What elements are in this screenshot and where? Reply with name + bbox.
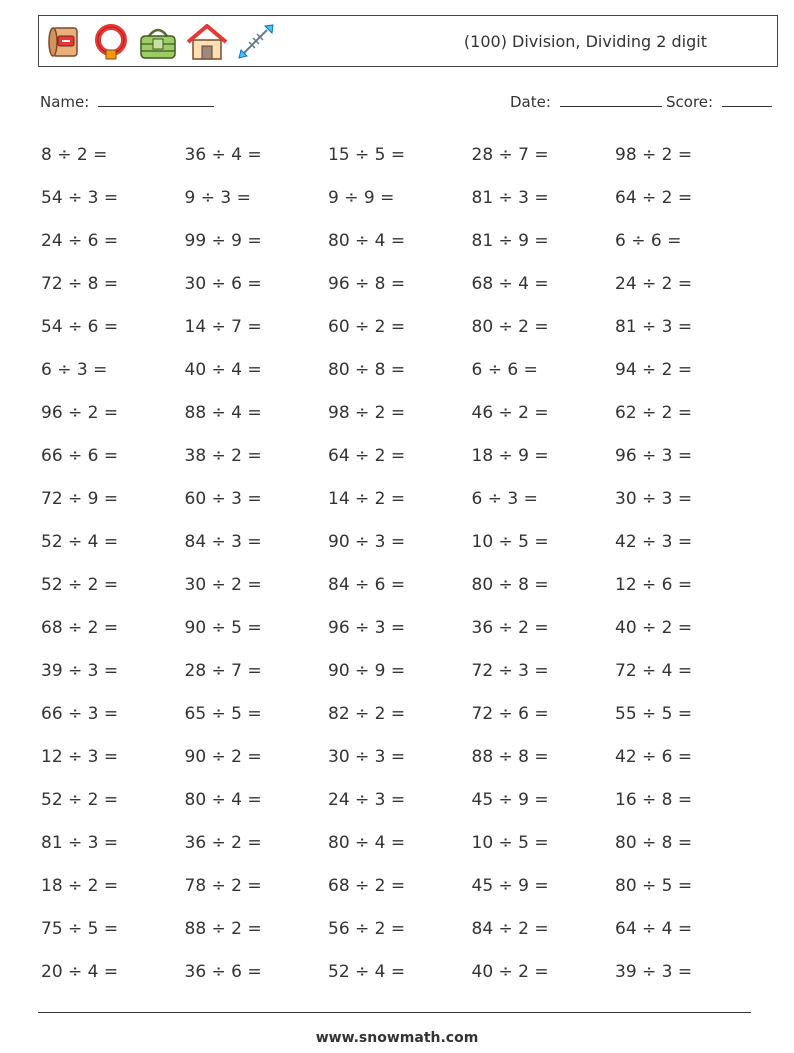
- problem-item: 54 ÷ 3 =: [41, 187, 119, 208]
- problem-item: 52 ÷ 4 =: [41, 531, 119, 552]
- problem-item: 36 ÷ 6 =: [184, 961, 262, 982]
- problem-item: 24 ÷ 3 =: [328, 789, 406, 810]
- problem-item: 42 ÷ 6 =: [615, 746, 693, 767]
- problem-item: 40 ÷ 4 =: [184, 359, 262, 380]
- problem-item: 15 ÷ 5 =: [328, 144, 406, 165]
- problem-item: 81 ÷ 3 =: [41, 832, 119, 853]
- problem-item: 72 ÷ 4 =: [615, 660, 693, 681]
- problem-row: [41, 348, 761, 391]
- problem-item: 84 ÷ 2 =: [471, 918, 549, 939]
- problem-row: [41, 219, 761, 262]
- problem-item: 68 ÷ 2 =: [41, 617, 119, 638]
- problem-item: 8 ÷ 2 =: [41, 144, 108, 165]
- score-blank[interactable]: [722, 92, 772, 107]
- problem-item: 12 ÷ 3 =: [41, 746, 119, 767]
- problem-item: 88 ÷ 2 =: [184, 918, 262, 939]
- score-field: [666, 92, 772, 111]
- problem-item: 52 ÷ 2 =: [41, 574, 119, 595]
- problem-item: 18 ÷ 2 =: [41, 875, 119, 896]
- problem-item: 60 ÷ 2 =: [328, 316, 406, 337]
- problem-row: [41, 821, 761, 864]
- problem-row: [41, 434, 761, 477]
- worksheet-title: (100) Division, Dividing 2 digit: [463, 32, 707, 51]
- problem-item: 6 ÷ 6 =: [471, 359, 538, 380]
- problem-item: 72 ÷ 8 =: [41, 273, 119, 294]
- date-blank[interactable]: [560, 92, 662, 107]
- problem-item: 68 ÷ 4 =: [471, 273, 549, 294]
- problem-item: 14 ÷ 7 =: [184, 316, 262, 337]
- problem-item: 52 ÷ 4 =: [328, 961, 406, 982]
- lifebuoy-icon: [91, 22, 131, 62]
- problem-item: 40 ÷ 2 =: [615, 617, 693, 638]
- problem-item: 36 ÷ 2 =: [184, 832, 262, 853]
- problem-item: 39 ÷ 3 =: [41, 660, 119, 681]
- problem-item: 80 ÷ 8 =: [471, 574, 549, 595]
- problem-row: [41, 735, 761, 778]
- problem-row: [41, 133, 761, 176]
- problem-item: 99 ÷ 9 =: [184, 230, 262, 251]
- problem-item: 52 ÷ 2 =: [41, 789, 119, 810]
- problem-item: 64 ÷ 2 =: [328, 445, 406, 466]
- problem-row: [41, 692, 761, 735]
- problem-item: 60 ÷ 3 =: [184, 488, 262, 509]
- problem-item: 88 ÷ 4 =: [184, 402, 262, 423]
- problem-item: 9 ÷ 3 =: [184, 187, 251, 208]
- problem-item: 46 ÷ 2 =: [471, 402, 549, 423]
- problem-item: 80 ÷ 4 =: [184, 789, 262, 810]
- problem-item: 90 ÷ 9 =: [328, 660, 406, 681]
- problem-row: [41, 262, 761, 305]
- problem-item: 82 ÷ 2 =: [328, 703, 406, 724]
- problem-row: [41, 907, 761, 950]
- problem-row: [41, 176, 761, 219]
- problem-item: 62 ÷ 2 =: [615, 402, 693, 423]
- problem-item: 90 ÷ 3 =: [328, 531, 406, 552]
- problem-item: 90 ÷ 2 =: [184, 746, 262, 767]
- problem-item: 28 ÷ 7 =: [471, 144, 549, 165]
- problem-item: 88 ÷ 8 =: [471, 746, 549, 767]
- problem-item: 30 ÷ 3 =: [615, 488, 693, 509]
- house-icon: [185, 22, 229, 62]
- problem-item: 94 ÷ 2 =: [615, 359, 693, 380]
- problem-item: 96 ÷ 3 =: [615, 445, 693, 466]
- problem-item: 40 ÷ 2 =: [471, 961, 549, 982]
- problem-item: 28 ÷ 7 =: [184, 660, 262, 681]
- problem-row: [41, 391, 761, 434]
- problem-item: 81 ÷ 3 =: [615, 316, 693, 337]
- score-label: Score:: [666, 93, 714, 111]
- problem-item: 98 ÷ 2 =: [615, 144, 693, 165]
- problem-item: 30 ÷ 2 =: [184, 574, 262, 595]
- problem-item: 54 ÷ 6 =: [41, 316, 119, 337]
- footer-website: www.snowmath.com: [315, 1030, 479, 1046]
- problem-row: [41, 563, 761, 606]
- problem-item: 9 ÷ 9 =: [328, 187, 395, 208]
- problem-row: [41, 477, 761, 520]
- problem-item: 80 ÷ 8 =: [328, 359, 406, 380]
- problem-item: 96 ÷ 8 =: [328, 273, 406, 294]
- problem-item: 20 ÷ 4 =: [41, 961, 119, 982]
- problem-item: 42 ÷ 3 =: [615, 531, 693, 552]
- problem-row: [41, 520, 761, 563]
- problem-item: 45 ÷ 9 =: [471, 875, 549, 896]
- problem-item: 66 ÷ 6 =: [41, 445, 119, 466]
- problem-row: [41, 950, 761, 993]
- name-label: Name:: [40, 93, 90, 111]
- problem-item: 68 ÷ 2 =: [328, 875, 406, 896]
- problem-item: 39 ÷ 3 =: [615, 961, 693, 982]
- problem-item: 80 ÷ 4 =: [328, 230, 406, 251]
- problem-item: 96 ÷ 3 =: [328, 617, 406, 638]
- problem-item: 64 ÷ 4 =: [615, 918, 693, 939]
- problem-item: 84 ÷ 6 =: [328, 574, 406, 595]
- problem-item: 72 ÷ 3 =: [471, 660, 549, 681]
- worksheet-header: [38, 15, 778, 67]
- header-icons: [45, 20, 277, 64]
- fishbone-icon: [235, 22, 277, 62]
- problem-item: 64 ÷ 2 =: [615, 187, 693, 208]
- problem-item: 24 ÷ 2 =: [615, 273, 693, 294]
- name-field: [40, 92, 214, 111]
- problem-item: 81 ÷ 3 =: [471, 187, 549, 208]
- problem-item: 90 ÷ 5 =: [184, 617, 262, 638]
- problem-item: 98 ÷ 2 =: [328, 402, 406, 423]
- problem-item: 24 ÷ 6 =: [41, 230, 119, 251]
- problem-item: 78 ÷ 2 =: [184, 875, 262, 896]
- problem-row: [41, 606, 761, 649]
- problem-row: [41, 864, 761, 907]
- problem-item: 96 ÷ 2 =: [41, 402, 119, 423]
- problem-item: 72 ÷ 9 =: [41, 488, 119, 509]
- problem-item: 80 ÷ 2 =: [471, 316, 549, 337]
- date-label: Date:: [510, 93, 551, 111]
- problem-item: 75 ÷ 5 =: [41, 918, 119, 939]
- date-field: [510, 92, 662, 111]
- problem-item: 80 ÷ 5 =: [615, 875, 693, 896]
- problem-item: 38 ÷ 2 =: [184, 445, 262, 466]
- problem-item: 56 ÷ 2 =: [328, 918, 406, 939]
- problem-row: [41, 778, 761, 821]
- problem-item: 30 ÷ 3 =: [328, 746, 406, 767]
- problem-row: [41, 305, 761, 348]
- problem-item: 80 ÷ 4 =: [328, 832, 406, 853]
- scroll-icon: [45, 22, 85, 62]
- problem-row: [41, 649, 761, 692]
- problem-item: 72 ÷ 6 =: [471, 703, 549, 724]
- problem-item: 55 ÷ 5 =: [615, 703, 693, 724]
- problem-item: 6 ÷ 6 =: [615, 230, 682, 251]
- problem-item: 80 ÷ 8 =: [615, 832, 693, 853]
- problem-item: 12 ÷ 6 =: [615, 574, 693, 595]
- problem-item: 6 ÷ 3 =: [471, 488, 538, 509]
- problem-item: 14 ÷ 2 =: [328, 488, 406, 509]
- name-blank[interactable]: [98, 92, 214, 107]
- problem-item: 36 ÷ 2 =: [471, 617, 549, 638]
- problem-item: 10 ÷ 5 =: [471, 832, 549, 853]
- problem-item: 45 ÷ 9 =: [471, 789, 549, 810]
- problem-item: 81 ÷ 9 =: [471, 230, 549, 251]
- problem-grid: [41, 133, 761, 993]
- problem-item: 36 ÷ 4 =: [184, 144, 262, 165]
- footer-divider: [38, 1012, 751, 1013]
- problem-item: 30 ÷ 6 =: [184, 273, 262, 294]
- problem-item: 10 ÷ 5 =: [471, 531, 549, 552]
- problem-item: 18 ÷ 9 =: [471, 445, 549, 466]
- problem-item: 6 ÷ 3 =: [41, 359, 108, 380]
- problem-item: 84 ÷ 3 =: [184, 531, 262, 552]
- problem-item: 16 ÷ 8 =: [615, 789, 693, 810]
- basket-icon: [137, 22, 179, 62]
- problem-item: 66 ÷ 3 =: [41, 703, 119, 724]
- problem-item: 65 ÷ 5 =: [184, 703, 262, 724]
